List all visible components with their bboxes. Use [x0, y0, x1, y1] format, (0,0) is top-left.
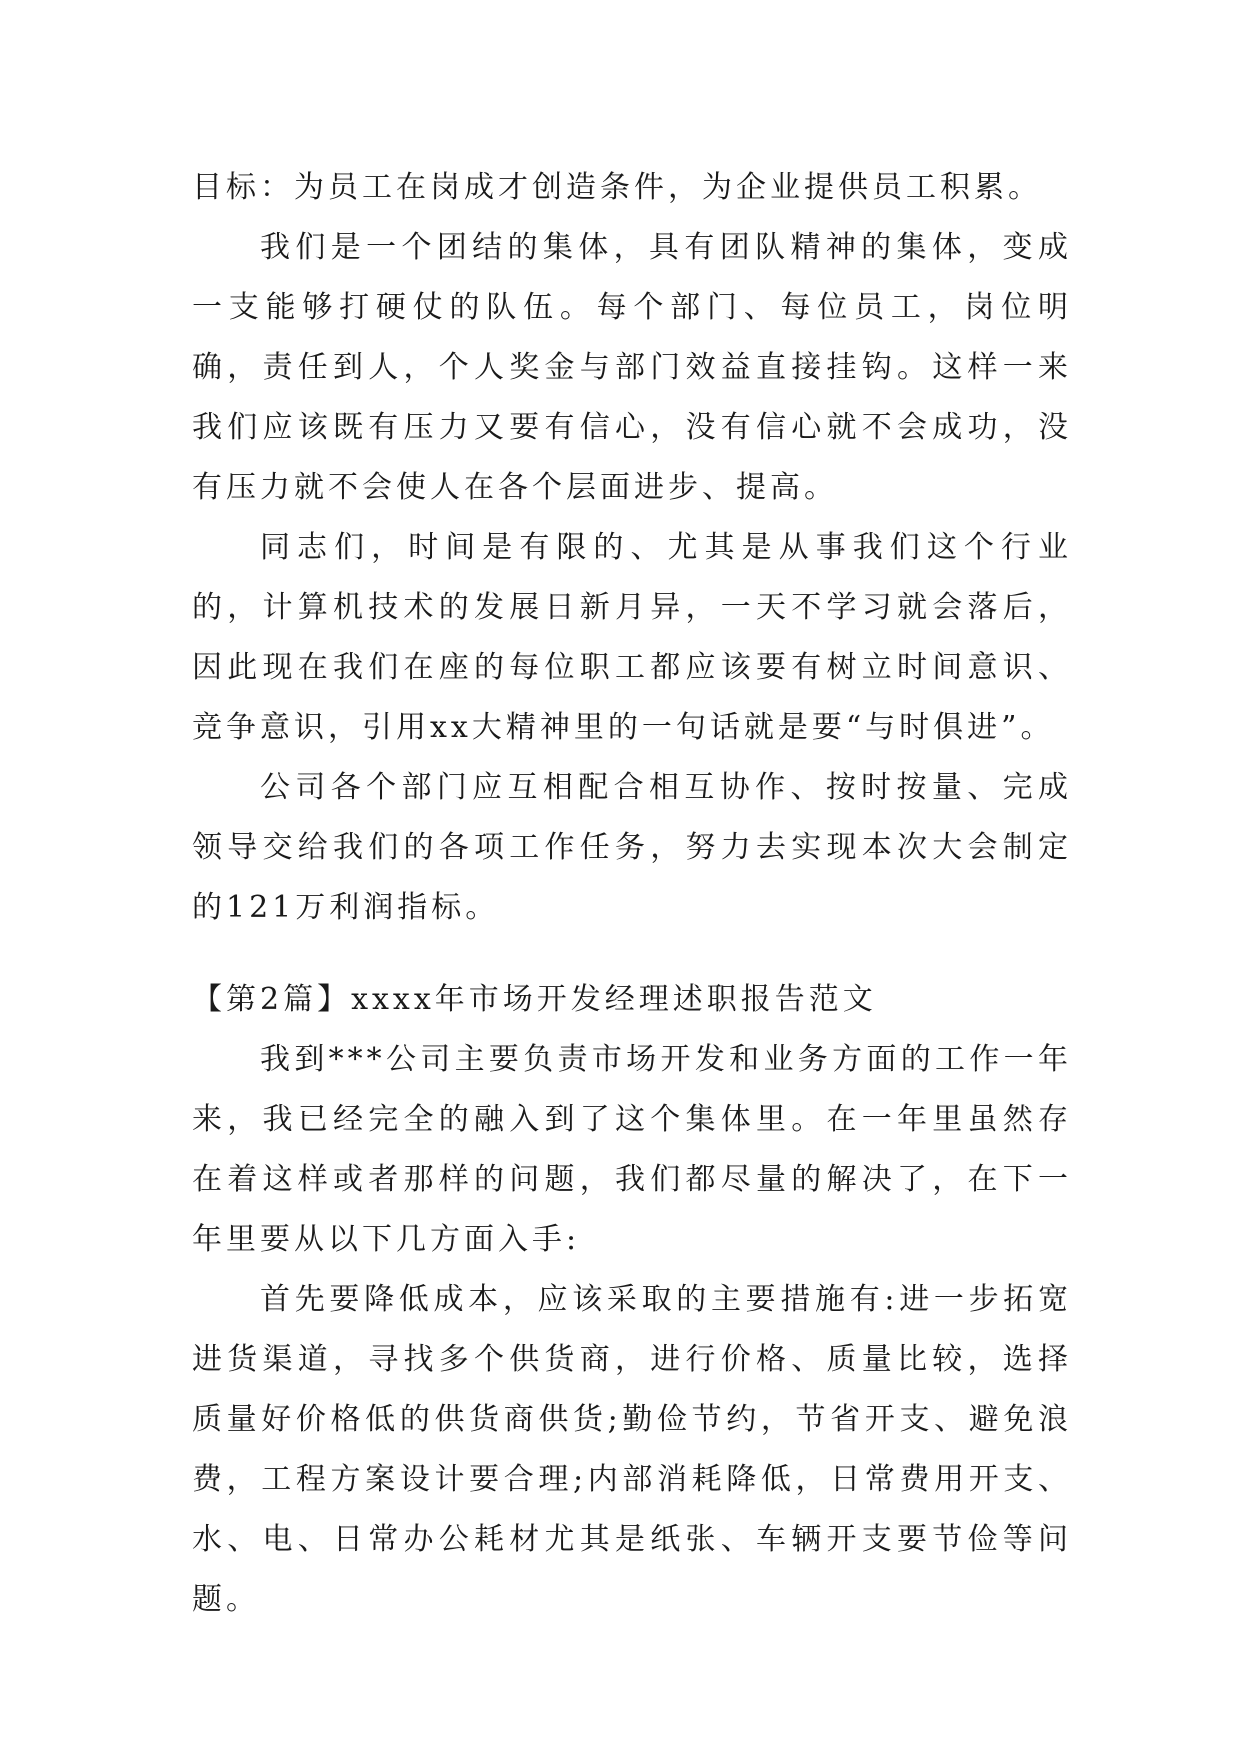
goal-paragraph: 目标：为员工在岗成才创造条件，为企业提供员工积累。 [192, 170, 1042, 205]
intro-paragraph: 我到***公司主要负责市场开发和业务方面的工作一年来，我已经完全的融入到了这个集体里。在一年里虽然存在着这样或者那样的问题，我们都尽量的解决了，在下一年里要从以下几方面入手: [192, 1042, 1072, 1257]
section-1-body [192, 158, 1072, 938]
cost-reduction-paragraph: 首先要降低成本，应该采取的主要措施有:进一步拓宽进货渠道，寻找多个供货商，进行价格、质量比较，选择质量好价格低的供货商供货;勤俭节约，节省开支、避免浪费，工程方案设计要合理;内部消耗降低，日常费用开支、水、电、日常办公耗材尤其是纸张、车辆开支要节俭等问题。 [192, 1282, 1072, 1617]
profit-target-paragraph: 公司各个部门应互相配合相互协作、按时按量、完成领导交给我们的各项工作任务，努力去实现本次大会制定的121万利润指标。 [192, 770, 1072, 925]
time-awareness-paragraph: 同志们，时间是有限的、尤其是从事我们这个行业的，计算机技术的发展日新月异，一天不学习就会落后，因此现在我们在座的每位职工都应该要有树立时间意识、竞争意识，引用xx大精神里的一句话就是要“与时俱进”。 [192, 530, 1072, 745]
team-paragraph: 我们是一个团结的集体，具有团队精神的集体，变成一支能够打硬仗的队伍。每个部门、每位员工，岗位明确，责任到人，个人奖金与部门效益直接挂钩。这样一来我们应该既有压力又要有信心，没有信心就不会成功，没有压力就不会使人在各个层面进步、提高。 [192, 230, 1072, 505]
section-heading: 【第2篇】xxxx年市场开发经理述职报告范文 [192, 982, 877, 1017]
section-2-body [192, 970, 1072, 1630]
